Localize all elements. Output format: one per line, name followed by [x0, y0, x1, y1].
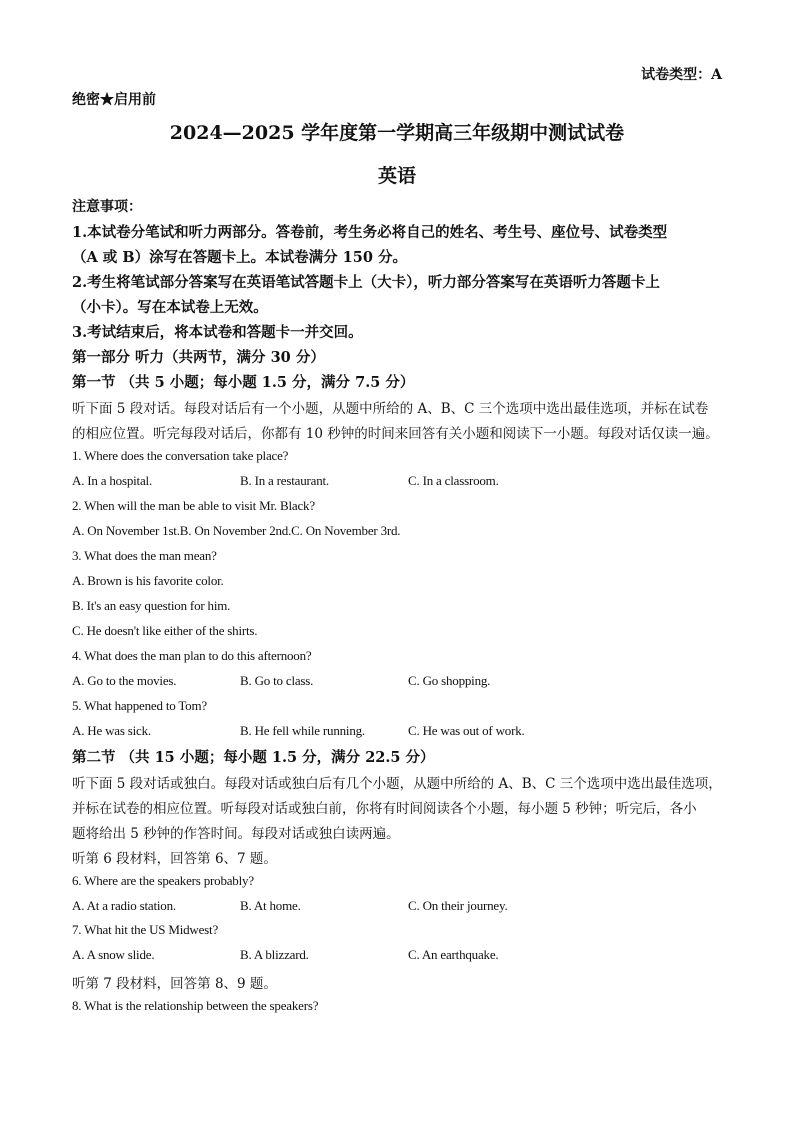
question-5-option-b: B. He fell while running. [240, 723, 365, 738]
question-4: 4. What does the man plan to do this afternoon? [72, 648, 312, 663]
section1-heading: 第一节 （共 5 小题；每小题 1.5 分，满分 7.5 分） [72, 374, 415, 391]
section1-instruction-line-1: 听下面 5 段对话。每段对话后有一个小题，从题中所给的 A、B、C 三个选项中选出最佳选项，并标在试卷 [72, 401, 709, 417]
question-3-option-a: A. Brown is his favorite color. [72, 573, 224, 588]
question-6-option-b: B. At home. [240, 898, 301, 913]
question-6-option-c: C. On their journey. [408, 898, 508, 913]
section2-instruction-line-1: 听下面 5 段对话或独白。每段对话或独白后有几个小题，从题中所给的 A、B、C 三个选项中选出最佳选项， [72, 776, 722, 792]
question-1-option-b: B. In a restaurant. [240, 473, 329, 488]
question-5-option-a: A. He was sick. [72, 723, 151, 738]
question-3-option-b: B. It's an easy question for him. [72, 598, 231, 613]
question-8: 8. What is the relationship between the speakers? [72, 998, 319, 1013]
section2-instruction-line-3: 题将给出 5 秒钟的作答时间。每段对话或独白读两遍。 [72, 826, 400, 842]
question-2-options: A. On November 1st.B. On November 2nd.C. On November 3rd. [72, 523, 401, 538]
note-item-2-line-1: 2.考生将笔试部分答案写在英语笔试答题卡上（大卡），听力部分答案写在英语听力答题卡上 [72, 274, 660, 291]
subject-title: 英语 [377, 165, 416, 187]
question-6: 6. Where are the speakers probably? [72, 873, 254, 888]
material-7-instruction: 听第 7 段材料，回答第 8、9 题。 [72, 976, 277, 992]
notes-heading: 注意事项： [72, 199, 142, 215]
note-item-2-line-2: （小卡）。写在本试卷上无效。 [72, 299, 268, 316]
question-1-option-c: C. In a classroom. [408, 473, 499, 488]
question-6-option-a: A. At a radio station. [72, 898, 176, 913]
question-7: 7. What hit the US Midwest? [72, 922, 219, 937]
section2-heading: 第二节 （共 15 小题；每小题 1.5 分，满分 22.5 分） [72, 749, 435, 766]
question-1-option-a: A. In a hospital. [72, 473, 153, 488]
question-3-option-c: C. He doesn't like either of the shirts. [72, 623, 258, 638]
question-2: 2. When will the man be able to visit Mr. Black? [72, 498, 315, 513]
note-item-1-line-2: （A 或 B）涂写在答题卡上。本试卷满分 150 分。 [72, 249, 407, 266]
question-1: 1. Where does the conversation take place? [72, 448, 289, 463]
question-7-option-b: B. A blizzard. [240, 947, 309, 962]
question-3: 3. What does the man mean? [72, 548, 217, 563]
question-4-option-a: A. Go to the movies. [72, 673, 177, 688]
note-item-3: 3.考试结束后，将本试卷和答题卡一并交回。 [72, 324, 363, 341]
question-5: 5. What happened to Tom? [72, 698, 207, 713]
paper-type-label: 试卷类型：A [641, 67, 722, 83]
note-item-1-line-1: 1.本试卷分笔试和听力两部分。答卷前，考生务必将自己的姓名、考生号、座位号、试卷类型 [72, 224, 668, 241]
confidential-mark: 绝密★启用前 [72, 92, 156, 108]
material-6-instruction: 听第 6 段材料，回答第 6、7 题。 [72, 851, 277, 867]
question-7-option-a: A. A snow slide. [72, 947, 155, 962]
question-5-option-c: C. He was out of work. [408, 723, 525, 738]
section1-instruction-line-2: 的相应位置。听完每段对话后，你都有 10 秒钟的时间来回答有关小题和阅读下一小题。每段对话仅读一遍。 [72, 426, 719, 442]
part1-heading: 第一部分 听力（共两节，满分 30 分） [72, 349, 325, 366]
question-4-option-b: B. Go to class. [240, 673, 314, 688]
exam-title: 2024—2025 学年度第一学期高三年级期中测试试卷 [169, 122, 625, 144]
question-4-option-c: C. Go shopping. [408, 673, 491, 688]
section2-instruction-line-2: 并标在试卷的相应位置。听每段对话或独白前，你将有时间阅读各个小题，每小题 5 秒钟；听完后，各小 [72, 801, 697, 817]
question-7-option-c: C. An earthquake. [408, 947, 499, 962]
